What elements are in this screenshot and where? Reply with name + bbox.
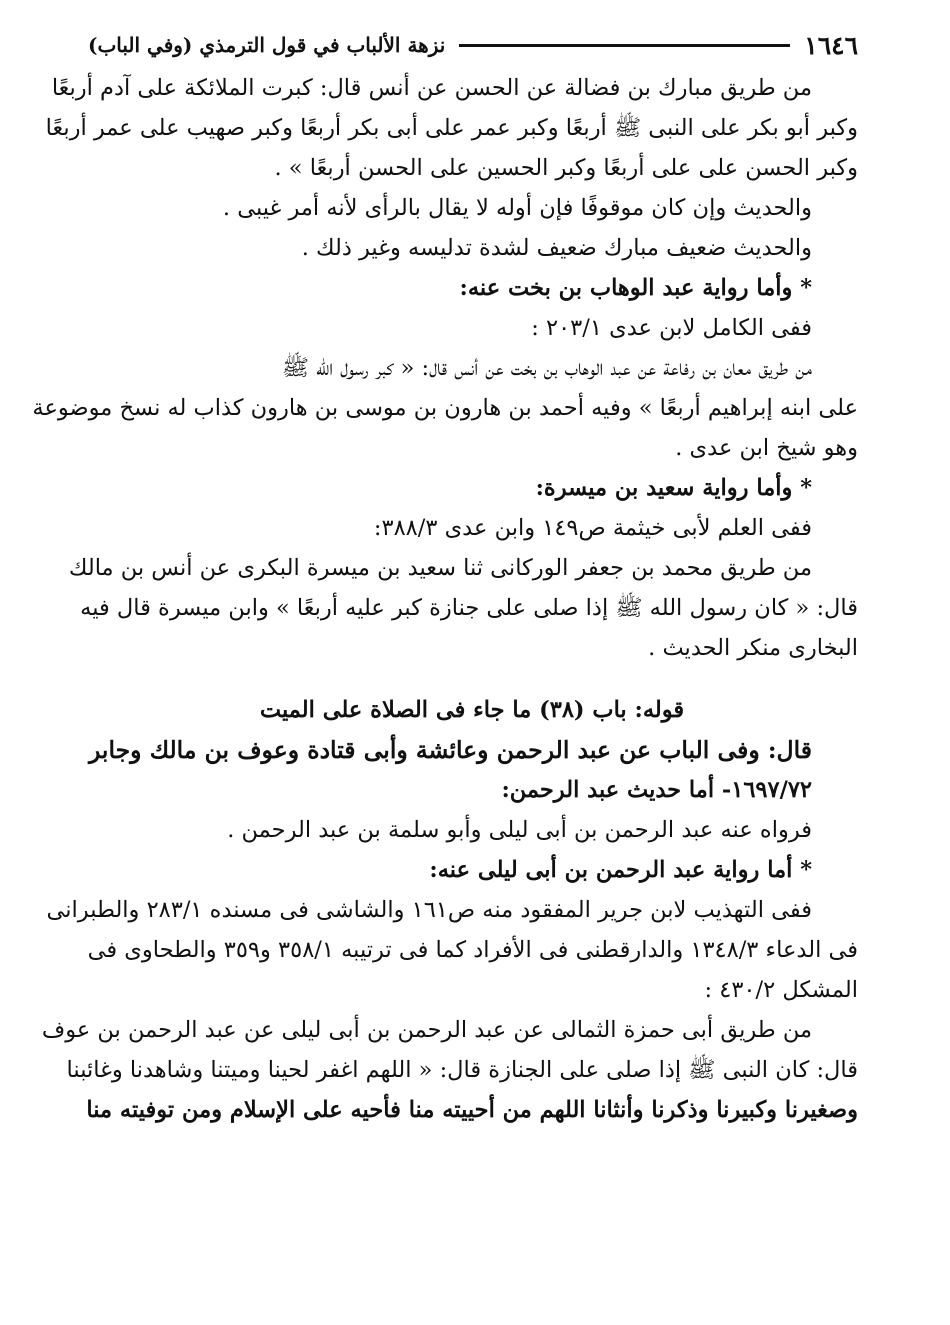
running-title: نزهة الألباب في قول الترمذي (وفي الباب) <box>88 33 446 57</box>
text-line: من طريق مبارك بن فضالة عن الحسن عن أنس قال: كبرت الملائكة على آدم أربعًا <box>51 75 812 101</box>
text-line: ففى العلم لأبى خيثمة ص١٤٩ وابن عدى ٣٨٨/٣: <box>373 515 812 541</box>
text-line: وهو شيخ ابن عدى . <box>675 435 858 461</box>
text-line: البخارى منكر الحديث . <box>648 635 858 661</box>
chapter-heading: قوله: باب (٣٨) ما جاء فى الصلاة على الميت <box>259 697 685 723</box>
text-line: ففى التهذيب لابن جرير المفقود منه ص١٦١ والشاشى فى مسنده ٢٨٣/١ والطبرانى <box>46 897 812 923</box>
text-line: ففى الكامل لابن عدى ٢٠٣/١ : <box>531 315 812 341</box>
text-line: والحديث ضعيف مبارك ضعيف لشدة تدليسه وغير ذلك . <box>301 235 812 261</box>
text-line: من طريق محمد بن جعفر الوركانى ثنا سعيد بن ميسرة البكرى عن أنس بن مالك <box>68 555 812 581</box>
section-subheading: * وأما رواية سعيد بن ميسرة: <box>535 475 812 501</box>
section-subheading: * وأما رواية عبد الوهاب بن بخت عنه: <box>459 275 812 301</box>
page-header <box>88 28 858 62</box>
text-line: قال: « كان رسول الله ﷺ إذا صلى على جنازة كبر عليه أربعًا » وابن ميسرة قال فيه <box>80 595 858 621</box>
page-number: ١٦٤٦ <box>804 30 858 60</box>
text-line: المشكل ٤٣٠/٢ : <box>704 977 858 1003</box>
hadith-heading: ١٦٩٧/٧٢- أما حديث عبد الرحمن: <box>501 777 812 803</box>
section-subheading: * أما رواية عبد الرحمن بن أبى ليلى عنه: <box>429 857 812 883</box>
text-line: من طريق معان بن رفاعة عن عبد الوهاب بن بخت عن أنس قال: « كبر رسول الله ﷺ <box>281 355 812 381</box>
header-rule <box>459 44 790 47</box>
quoted-statement: قال: وفى الباب عن عبد الرحمن وعائشة وأبى قتادة وعوف بن مالك وجابر <box>88 736 812 764</box>
text-line: وصغيرنا وكبيرنا وذكرنا وأنثانا اللهم من أحييته منا فأحيه على الإسلام ومن توفيته منا <box>86 1097 858 1123</box>
section-gap <box>86 668 858 690</box>
text-line: وكبر أبو بكر على النبى ﷺ أربعًا وكبر عمر على أبى بكر أربعًا وكبر صهيب على عمر أربعًا <box>45 115 858 141</box>
text-line: على ابنه إبراهيم أربعًا » وفيه أحمد بن هارون بن موسى بن هارون كذاب له نسخ موضوعة <box>32 395 858 421</box>
text-line: والحديث وإن كان موقوفًا فإن أوله لا يقال بالرأى لأنه أمر غيبى . <box>222 195 812 221</box>
page-body <box>32 68 858 1130</box>
text-line: قال: كان النبى ﷺ إذا صلى على الجنازة قال: « اللهم اغفر لحينا وميتنا وشاهدنا وغائبنا <box>66 1057 858 1083</box>
text-line: من طريق أبى حمزة الثمالى عن عبد الرحمن بن أبى ليلى عن عبد الرحمن بن عوف <box>41 1017 812 1043</box>
text-line: فرواه عنه عبد الرحمن بن أبى ليلى وأبو سلمة بن عبد الرحمن . <box>227 817 812 843</box>
text-line: فى الدعاء ١٣٤٨/٣ والدارقطنى فى الأفراد كما فى ترتيبه ٣٥٨/١ و٣٥٩ والطحاوى فى <box>87 937 858 963</box>
text-line: وكبر الحسن على على أربعًا وكبر الحسين على الحسن أربعًا » . <box>274 155 858 181</box>
